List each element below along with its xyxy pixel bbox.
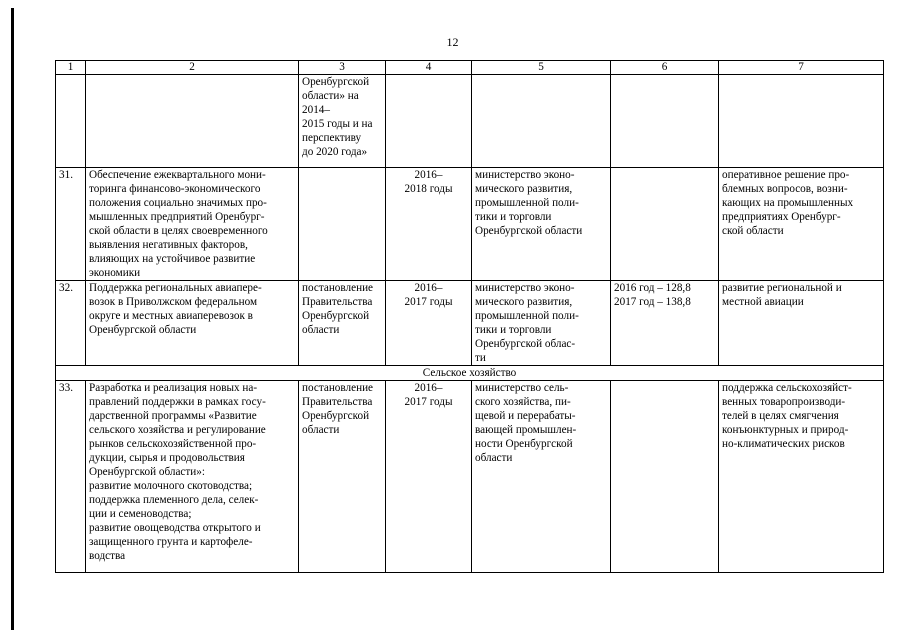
column-number-header-row bbox=[56, 61, 884, 75]
cell-measure bbox=[86, 75, 299, 168]
column-header-7: 7 bbox=[719, 61, 884, 75]
column-header-1: 1 bbox=[56, 61, 86, 75]
column-header-4: 4 bbox=[386, 61, 472, 75]
section-title-agriculture: Сельское хозяйство bbox=[56, 366, 884, 381]
section-header-row bbox=[56, 366, 884, 381]
column-header-5: 5 bbox=[472, 61, 611, 75]
cell-period bbox=[386, 75, 472, 168]
column-header-6: 6 bbox=[611, 61, 719, 75]
measures-table bbox=[55, 60, 884, 573]
cell-measure: Разработка и реализация новых на- правлений поддержки в рамках госу- дарственной программы «Развитие сельского хозяйства и регулирование рынков сельскохозяйственной про- дукции, сырья и продовольствия Оренбургской области»: развитие молочного скотоводства; поддержка племенного дела, селек- ции и семеноводства; развитие овощеводства открытого и защищенного грунта и картофеле- водства bbox=[86, 381, 299, 573]
cell-executor: министерство эконо- мического развития, промышленной поли- тики и торговли Оренбургской облас- ти bbox=[472, 281, 611, 366]
cell-period: 2016– 2018 годы bbox=[386, 168, 472, 281]
cell-document bbox=[299, 168, 386, 281]
cell-result: развитие региональной и местной авиации bbox=[719, 281, 884, 366]
column-header-3: 3 bbox=[299, 61, 386, 75]
cell-executor: министерство сель- ского хозяйства, пи- щевой и перерабаты- вающей промышлен- ности Оренбургской области bbox=[472, 381, 611, 573]
column-header-2: 2 bbox=[86, 61, 299, 75]
table-row-32 bbox=[56, 281, 884, 366]
cell-document: постановление Правительства Оренбургской области bbox=[299, 381, 386, 573]
cell-period: 2016– 2017 годы bbox=[386, 281, 472, 366]
cell-funding bbox=[611, 168, 719, 281]
binding-edge-bar bbox=[11, 8, 14, 630]
cell-funding bbox=[611, 381, 719, 573]
table-row-33 bbox=[56, 381, 884, 573]
cell-result: поддержка сельскохозяйст- венных товаропроизводи- телей в целях смягчения конъюнктурных и природ- но-климатических рисков bbox=[719, 381, 884, 573]
cell-period: 2016– 2017 годы bbox=[386, 381, 472, 573]
cell-num: 33. bbox=[56, 381, 86, 573]
cell-result bbox=[719, 75, 884, 168]
cell-num: 32. bbox=[56, 281, 86, 366]
table-row-continuation bbox=[56, 75, 884, 168]
table-row-31 bbox=[56, 168, 884, 281]
cell-funding: 2016 год – 128,8 2017 год – 138,8 bbox=[611, 281, 719, 366]
cell-executor bbox=[472, 75, 611, 168]
cell-num bbox=[56, 75, 86, 168]
cell-result: оперативное решение про- блемных вопросов, возни- кающих на промышленных предприятиях Оренбург- ской области bbox=[719, 168, 884, 281]
cell-document: постановление Правительства Оренбургской области bbox=[299, 281, 386, 366]
cell-executor: министерство эконо- мического развития, промышленной поли- тики и торговли Оренбургской области bbox=[472, 168, 611, 281]
page-number: 12 bbox=[446, 35, 459, 49]
cell-num: 31. bbox=[56, 168, 86, 281]
cell-measure: Поддержка региональных авиапере- возок в Приволжском федеральном округе и местных авиаперевозок в Оренбургской области bbox=[86, 281, 299, 366]
cell-document: Оренбургской области» на 2014– 2015 годы и на перспективу до 2020 года» bbox=[299, 75, 386, 168]
cell-measure: Обеспечение ежеквартального мони- торинга финансово-экономического положения социально значимых про- мышленных предприятий Оренбург- ской области в целях своевременного выявления негативных факторов, влияющих на устойчивое развитие экономики bbox=[86, 168, 299, 281]
cell-funding bbox=[611, 75, 719, 168]
